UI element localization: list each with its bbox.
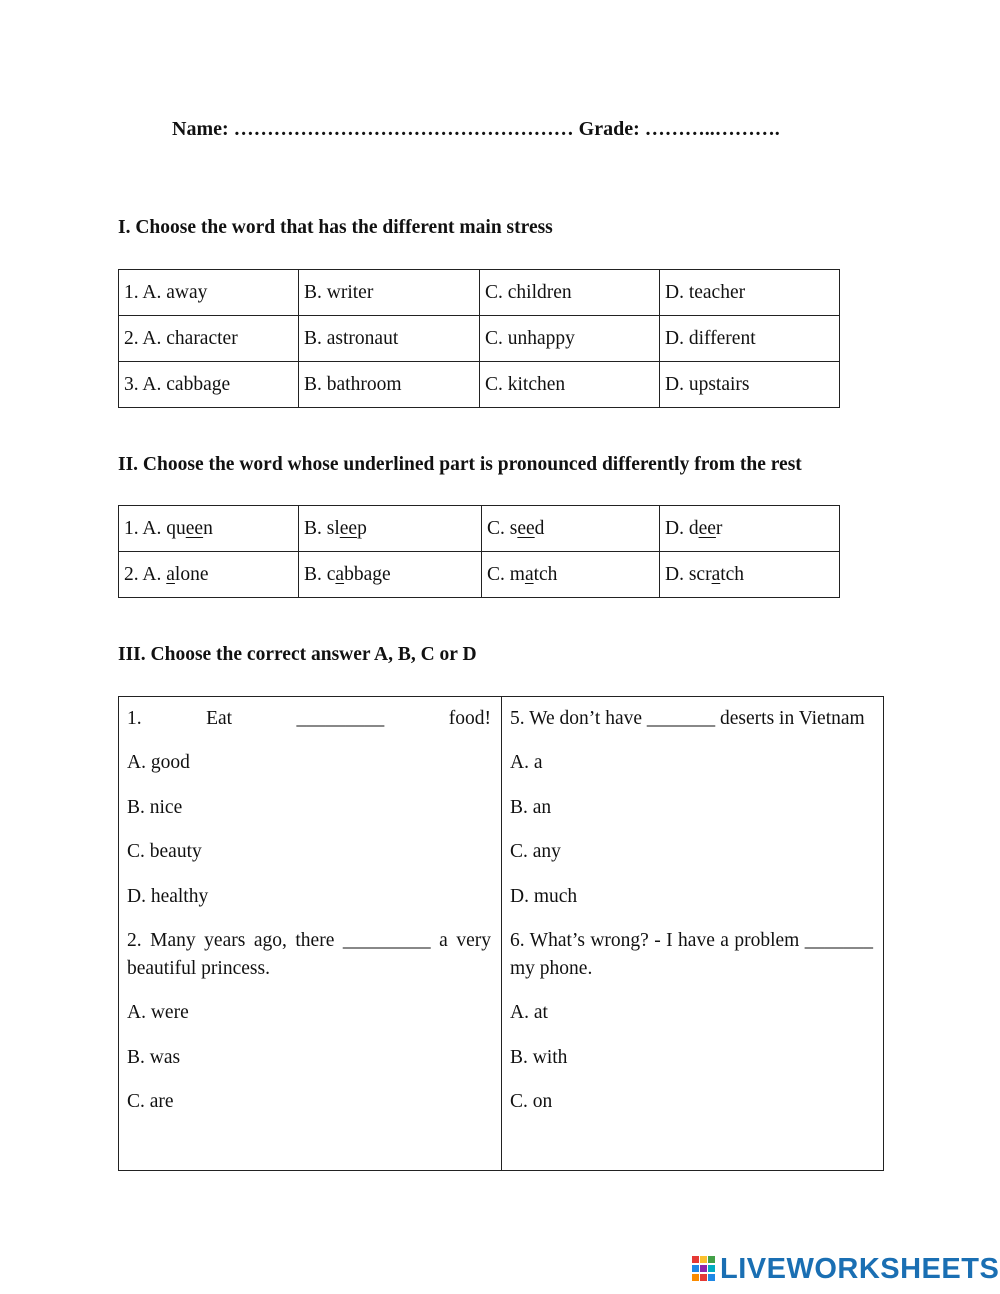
option: A. good bbox=[127, 752, 190, 773]
name-grade-line: Name: …………………………………………… Grade: ………..………. bbox=[172, 118, 780, 140]
word-prefix: D. scr bbox=[665, 563, 712, 585]
option: B. was bbox=[127, 1046, 181, 1068]
table-cell bbox=[119, 506, 299, 552]
word-prefix: 2. A. bbox=[124, 563, 167, 585]
option: B. nice bbox=[127, 796, 183, 818]
table-row bbox=[119, 506, 840, 552]
table-cell: D. upstairs bbox=[660, 362, 840, 408]
word-suffix: d bbox=[534, 517, 545, 539]
question-6: 6. What’s wrong? - I have a problem _______ my phone. bbox=[510, 930, 873, 979]
table-cell: D. different bbox=[660, 316, 840, 362]
word-suffix: tch bbox=[533, 563, 558, 585]
question-2: 2. Many years ago, there _________ a very beautiful princess. bbox=[127, 930, 491, 979]
option: C. are bbox=[127, 1091, 174, 1112]
table-cell bbox=[482, 506, 660, 552]
table-cell bbox=[660, 552, 840, 598]
left-question-column bbox=[119, 697, 502, 1170]
option: B. an bbox=[510, 796, 552, 818]
table-cell: 2. A. character bbox=[119, 316, 299, 362]
underlined-part: a bbox=[711, 563, 721, 585]
underlined-part: a bbox=[335, 563, 345, 585]
option: A. were bbox=[127, 1002, 189, 1023]
option: A. a bbox=[510, 752, 543, 773]
table-cell: C. kitchen bbox=[480, 362, 660, 408]
word-prefix: 1. A. qu bbox=[124, 517, 186, 539]
option: C. any bbox=[510, 841, 561, 862]
table-cell bbox=[660, 506, 840, 552]
table-cell: B. bathroom bbox=[299, 362, 480, 408]
word-prefix: C. m bbox=[487, 563, 525, 585]
table-cell: C. unhappy bbox=[480, 316, 660, 362]
question-1: 1. Eat _________ food! bbox=[127, 708, 491, 729]
table-cell: C. children bbox=[480, 270, 660, 316]
option: D. healthy bbox=[127, 885, 209, 907]
option: D. much bbox=[510, 885, 578, 907]
table-row bbox=[119, 316, 840, 362]
underlined-part: ee bbox=[517, 517, 535, 539]
word-prefix: C. s bbox=[487, 517, 518, 539]
underlined-part: ee bbox=[698, 517, 716, 539]
multiple-choice-box bbox=[118, 696, 884, 1171]
underlined-part: a bbox=[524, 563, 534, 585]
word-suffix: p bbox=[357, 517, 367, 539]
table-cell bbox=[482, 552, 660, 598]
brand-name: LIVEWORKSHEETS bbox=[720, 1252, 1000, 1285]
table-row bbox=[119, 362, 840, 408]
table-cell bbox=[299, 506, 482, 552]
question-5: 5. We don’t have _______ deserts in Vietnam bbox=[510, 708, 865, 729]
section-1-heading: I. Choose the word that has the different main stress bbox=[118, 217, 553, 238]
option: C. on bbox=[510, 1091, 553, 1112]
underlined-part: a bbox=[166, 563, 175, 585]
option: A. at bbox=[510, 1002, 548, 1023]
word-prefix: B. sl bbox=[304, 517, 340, 539]
option: C. beauty bbox=[127, 841, 202, 862]
table-row bbox=[119, 270, 840, 316]
liveworksheets-brand bbox=[692, 1253, 999, 1285]
table-cell: B. writer bbox=[299, 270, 480, 316]
word-prefix: B. c bbox=[304, 563, 336, 585]
liveworksheets-logo-icon bbox=[692, 1256, 716, 1282]
table-cell bbox=[299, 552, 482, 598]
word-suffix: bbage bbox=[344, 563, 391, 585]
right-question-column bbox=[502, 697, 883, 1170]
table-cell: 3. A. cabbage bbox=[119, 362, 299, 408]
underlined-part: ee bbox=[185, 517, 204, 539]
table-cell: 1. A. away bbox=[119, 270, 299, 316]
word-prefix: D. d bbox=[665, 517, 699, 539]
table-row bbox=[119, 552, 840, 598]
table-cell: B. astronaut bbox=[299, 316, 480, 362]
table-cell: D. teacher bbox=[660, 270, 840, 316]
section-3-heading: III. Choose the correct answer A, B, C or D bbox=[118, 644, 477, 665]
word-suffix: n bbox=[203, 517, 213, 539]
word-suffix: tch bbox=[720, 563, 745, 585]
table-cell bbox=[119, 552, 299, 598]
word-suffix: r bbox=[715, 517, 723, 539]
word-suffix: lone bbox=[174, 563, 209, 585]
option: B. with bbox=[510, 1046, 568, 1068]
pronunciation-table bbox=[118, 505, 840, 598]
underlined-part: ee bbox=[339, 517, 358, 539]
stress-table bbox=[118, 269, 840, 408]
section-2-heading: II. Choose the word whose underlined part is pronounced differently from the rest bbox=[118, 454, 802, 475]
